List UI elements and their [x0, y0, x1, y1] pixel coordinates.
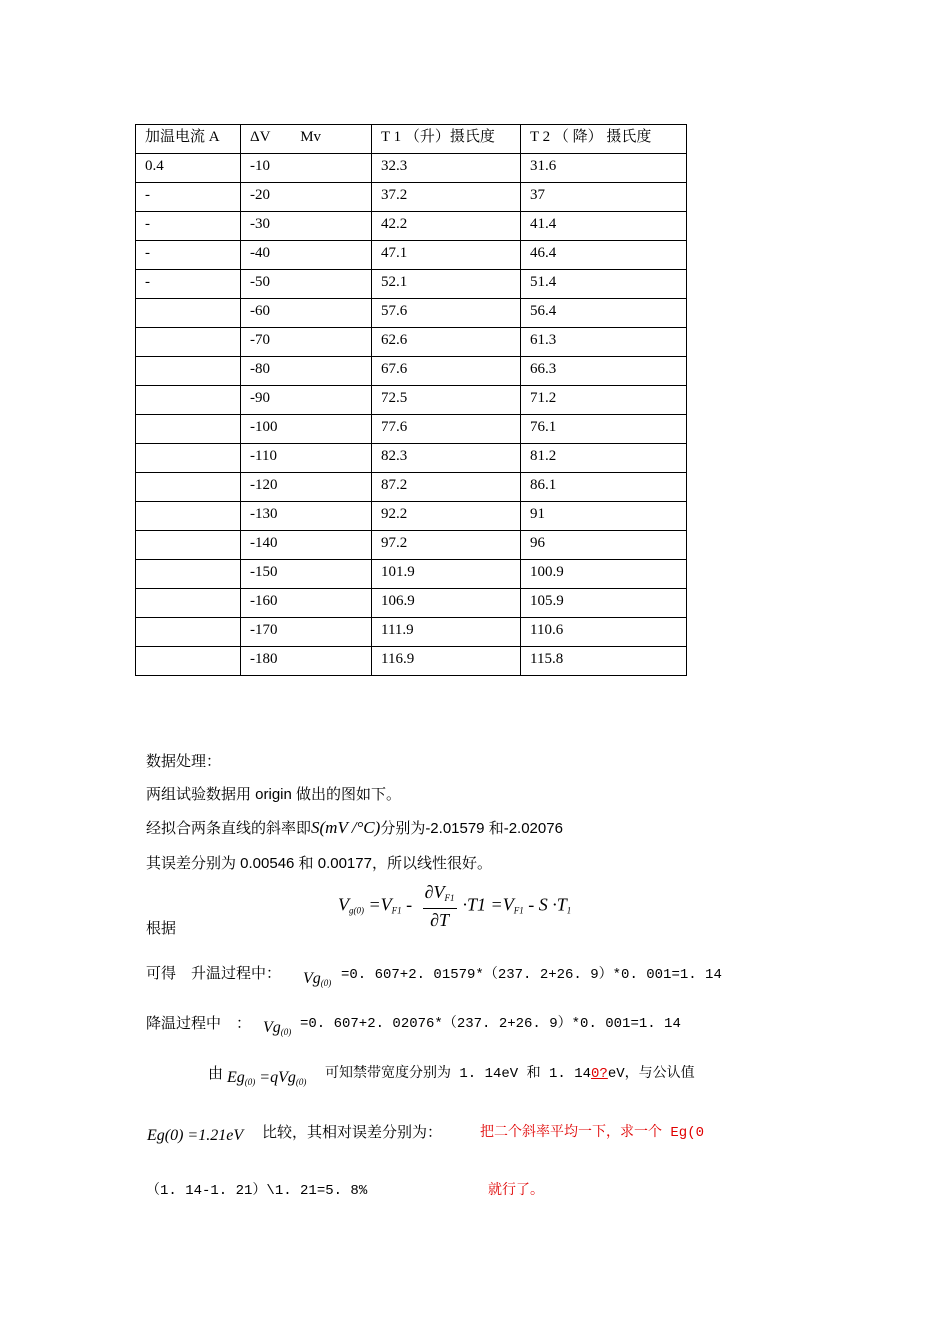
table-row [136, 357, 687, 386]
bandgap-text-post: eV，与公认值 [607, 1066, 695, 1082]
table-row [136, 647, 687, 676]
table-cell [136, 618, 241, 647]
table-cell: 92.2 [372, 502, 521, 531]
text-line-slope [146, 817, 563, 838]
table-cell: 116.9 [372, 647, 521, 676]
table-header-cell: ΔV Mv [241, 125, 372, 154]
table-cell: 115.8 [521, 647, 687, 676]
table-row [136, 618, 687, 647]
table-cell: 62.6 [372, 328, 521, 357]
eg-accepted-formula: Eg(0) =1.21eV [147, 1127, 244, 1144]
bandgap-mark: 0? [591, 1066, 608, 1082]
table-cell: 66.3 [521, 357, 687, 386]
table-cell: -80 [241, 357, 372, 386]
table-cell: 52.1 [372, 270, 521, 299]
table-cell [136, 473, 241, 502]
table-cell [136, 560, 241, 589]
table-cell: 41.4 [521, 212, 687, 241]
error-calculation: （1. 14-1. 21）\1. 21=5. 8% [146, 1183, 368, 1199]
table-cell: 61.3 [521, 328, 687, 357]
table-row [136, 386, 687, 415]
table-row [136, 415, 687, 444]
table-row [136, 154, 687, 183]
table-row [136, 473, 687, 502]
by-label: 由 [208, 1065, 224, 1082]
table-header-cell: 加温电流 A [136, 125, 241, 154]
table-cell: -180 [241, 647, 372, 676]
table-cell [136, 444, 241, 473]
table-row [136, 502, 687, 531]
table-cell: 76.1 [521, 415, 687, 444]
table-cell [136, 415, 241, 444]
table-cell: - [136, 212, 241, 241]
compare-text: 比较，其相对误差分别为： [262, 1124, 443, 1141]
table-cell: 57.6 [372, 299, 521, 328]
table-cell: 96 [521, 531, 687, 560]
eg-qvg-formula: $Eg_{(0)} =qVg_{(0)}$ [227, 1069, 307, 1087]
table-cell: 97.2 [372, 531, 521, 560]
table-cell [136, 386, 241, 415]
table-cell: 56.4 [521, 299, 687, 328]
table-cell: -150 [241, 560, 372, 589]
table-cell: -110 [241, 444, 372, 473]
slope-formula: S(mV /°C) [311, 818, 381, 837]
table-cell: 77.6 [372, 415, 521, 444]
basis-label: 根据 [146, 920, 177, 937]
table-row [136, 531, 687, 560]
table-header-cell: T 2 （ 降） 摄氏度 [521, 125, 687, 154]
table-cell: 42.2 [372, 212, 521, 241]
table-cell [136, 647, 241, 676]
table-cell [136, 531, 241, 560]
vg-equation: $V_{g(0)} =V_{F1}$ - $\frac{\partial V_{F1}}{\partial T}$ $\cdot T1 =V_{F1} - S \cdot T_1$ [338, 882, 572, 930]
table-cell: -70 [241, 328, 372, 357]
table-row [136, 212, 687, 241]
fall-label: 降温过程中 ： [146, 1015, 252, 1032]
table-cell: 86.1 [521, 473, 687, 502]
table-cell: 51.4 [521, 270, 687, 299]
table-cell: 67.6 [372, 357, 521, 386]
table-row [136, 589, 687, 618]
table-cell: - [136, 183, 241, 212]
table-cell: -20 [241, 183, 372, 212]
rise-label: 可得 升温过程中： [146, 965, 282, 982]
table-cell [136, 328, 241, 357]
table-cell: 31.6 [521, 154, 687, 183]
vg-symbol-fall: $Vg_{(0)}$ [263, 1019, 292, 1037]
table-row [136, 241, 687, 270]
table-header-cell: T 1 （升）摄氏度 [372, 125, 521, 154]
vg-symbol-rise: $Vg_{(0)}$ [303, 970, 332, 988]
table-row [136, 270, 687, 299]
fall-calculation: =0. 607+2. 02076*（237. 2+26. 9）*0. 001=1. 14 [300, 1016, 681, 1032]
text-line-error: 其误差分别为 0.00546 和 0.00177，所以线性很好。 [146, 855, 492, 872]
table-cell: -140 [241, 531, 372, 560]
table-cell: 37 [521, 183, 687, 212]
table-cell: -100 [241, 415, 372, 444]
table-cell: 111.9 [372, 618, 521, 647]
table-cell: -50 [241, 270, 372, 299]
table-cell: 32.3 [372, 154, 521, 183]
table-cell: 105.9 [521, 589, 687, 618]
table-cell: -130 [241, 502, 372, 531]
table-cell: 71.2 [521, 386, 687, 415]
note-line-1: 把二个斜率平均一下，求一个 Eg(0 [480, 1125, 705, 1141]
table-cell: 47.1 [372, 241, 521, 270]
bandgap-text [325, 1062, 695, 1082]
table-cell: -90 [241, 386, 372, 415]
table-cell: 87.2 [372, 473, 521, 502]
data-table [135, 124, 687, 676]
table-row [136, 183, 687, 212]
table-cell: -10 [241, 154, 372, 183]
table-cell: 101.9 [372, 560, 521, 589]
table-cell: - [136, 270, 241, 299]
table-cell: -120 [241, 473, 372, 502]
table-cell: -40 [241, 241, 372, 270]
slope-text-post: 分别为-2.01579 和-2.02076 [380, 820, 563, 837]
note-line-2: 就行了。 [488, 1183, 544, 1199]
table-cell: 106.9 [372, 589, 521, 618]
table-cell: -30 [241, 212, 372, 241]
table-row [136, 444, 687, 473]
table-cell: 100.9 [521, 560, 687, 589]
section-heading: 数据处理： [146, 753, 222, 770]
bandgap-text-pre: 可知禁带宽度分别为 1. 14eV 和 1. 14 [325, 1066, 592, 1082]
table-row [136, 328, 687, 357]
table-row [136, 299, 687, 328]
table-cell: - [136, 241, 241, 270]
table-cell: -160 [241, 589, 372, 618]
table-cell: 37.2 [372, 183, 521, 212]
text-line-origin: 两组试验数据用 origin 做出的图如下。 [146, 786, 402, 803]
table-cell: 81.2 [521, 444, 687, 473]
table-cell: -170 [241, 618, 372, 647]
table-cell: 110.6 [521, 618, 687, 647]
table-cell: 82.3 [372, 444, 521, 473]
table-header-row [136, 125, 687, 154]
table-cell [136, 502, 241, 531]
table-cell: 91 [521, 502, 687, 531]
table-cell [136, 589, 241, 618]
table-cell: -60 [241, 299, 372, 328]
slope-text-pre: 经拟合两条直线的斜率即 [146, 820, 312, 837]
table-row [136, 560, 687, 589]
table-cell [136, 299, 241, 328]
table-cell [136, 357, 241, 386]
rise-calculation: =0. 607+2. 01579*（237. 2+26. 9）*0. 001=1. 14 [341, 967, 722, 983]
table-cell: 0.4 [136, 154, 241, 183]
table-cell: 46.4 [521, 241, 687, 270]
table-cell: 72.5 [372, 386, 521, 415]
